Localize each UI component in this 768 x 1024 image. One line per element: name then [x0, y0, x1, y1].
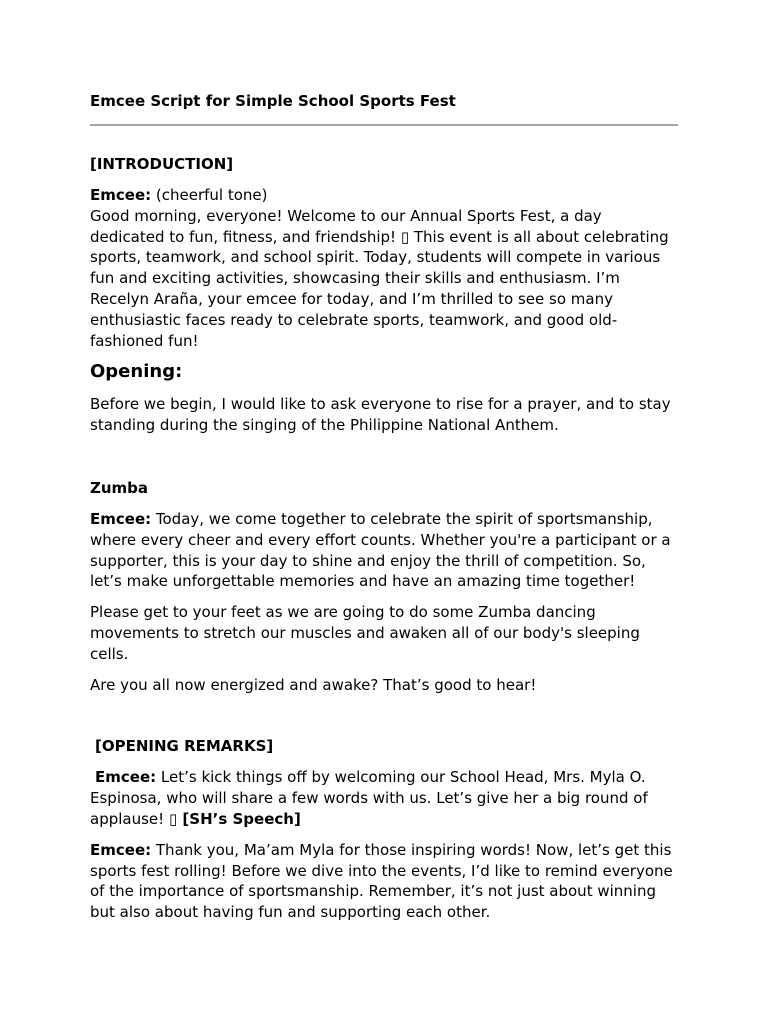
- title-divider: [90, 124, 678, 126]
- introduction-paragraph: [90, 185, 680, 351]
- emcee-label: Emcee:: [95, 768, 157, 787]
- introduction-text-b: This event is all about celebrating sports, teamwork, and school spirit. Today, students will compete in various fun and exciting activities, showcasing their skills and enthusiasm. I’m Recelyn Araña, your emcee for today, and I’m thrilled to see so many enthusiastic faces ready to celebrate sports, teamwork, and good old-fashioned fun!: [90, 227, 669, 350]
- emcee-label: Emcee:: [90, 840, 152, 859]
- zumba-paragraph-3: Are you all now energized and awake? That’s good to hear!: [90, 675, 537, 694]
- opening-remarks-text-2: Thank you, Ma’am Myla for those inspiring words! Now, let’s get this sports fest rolling! Before we dive into the events, I’d like to remind everyone of the importance of sportsmanship. Remember, it’s not just about winning but also about having fun and supporting each other.: [90, 840, 673, 922]
- missing-glyph-icon: ▯: [400, 227, 410, 246]
- emcee-label: Emcee:: [90, 186, 152, 204]
- emcee-label: Emcee:: [90, 509, 152, 528]
- opening-remarks-paragraph-2: [90, 840, 680, 923]
- opening-remarks-text-1: Let’s kick things off by welcoming our School Head, Mrs. Myla O. Espinosa, who will share a few words with us. Let’s give her a big round of applause!: [90, 768, 648, 828]
- zumba-heading: Zumba: [90, 478, 149, 497]
- document-body: [90, 90, 680, 923]
- missing-glyph-icon: ▯: [168, 809, 178, 828]
- opening-remarks-heading: [OPENING REMARKS]: [95, 737, 274, 756]
- introduction-text-a: Good morning, everyone! Welcome to our Annual Sports Fest, a day dedicated to fun, fitness, and friendship!: [90, 206, 602, 246]
- opening-remarks-paragraph-1: [90, 767, 680, 829]
- opening-paragraph: Before we begin, I would like to ask everyone to rise for a prayer, and to stay standing during the singing of the Philippine National Anthem.: [90, 395, 671, 435]
- zumba-paragraph-1: [90, 509, 680, 592]
- zumba-text-1: Today, we come together to celebrate the spirit of sportsmanship, where every cheer and every effort counts. Whether you're a participant or a supporter, this is your day to shine and enjoy the thrill of competition. So, let’s make unforgettable memories and have an amazing time together!: [90, 509, 671, 591]
- document-title: Emcee Script for Simple School Sports Fest: [90, 92, 456, 110]
- speech-cue: [SH’s Speech]: [177, 809, 301, 828]
- opening-heading: Opening:: [90, 361, 183, 383]
- tone-note: (cheerful tone): [151, 186, 268, 204]
- zumba-paragraph-2: Please get to your feet as we are going to do some Zumba dancing movements to stretch our muscles and awaken all of our body's sleeping cells.: [90, 603, 640, 663]
- introduction-heading: [INTRODUCTION]: [90, 155, 234, 173]
